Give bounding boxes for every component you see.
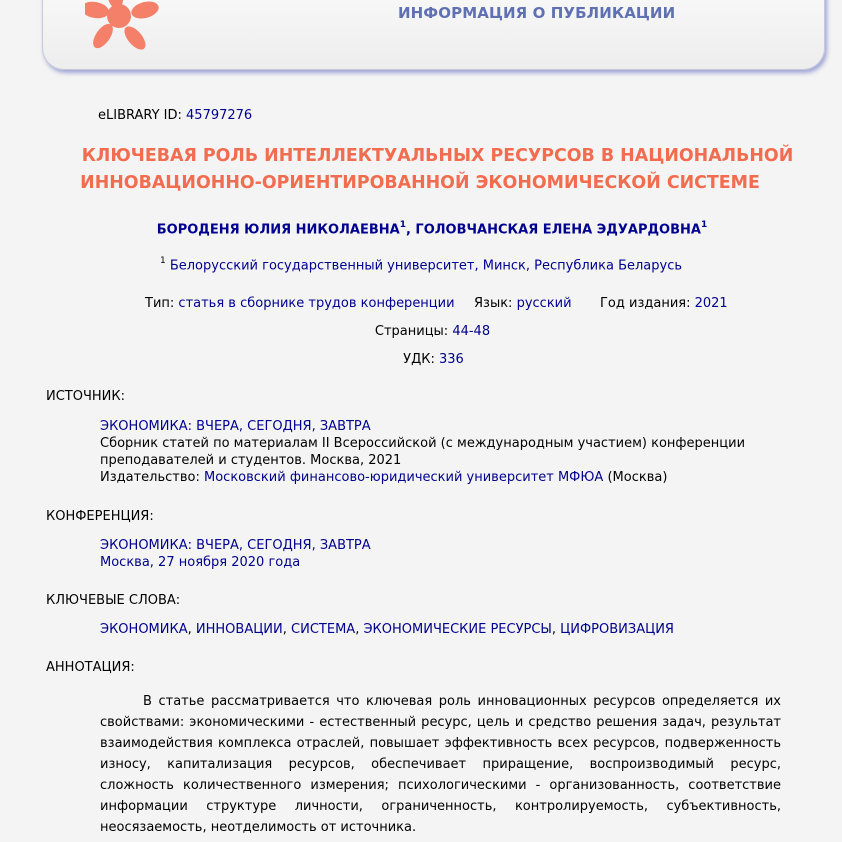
publisher-label: Издательство: [100,470,200,485]
affiliation-link[interactable]: Белорусский государственный университет, Минск, Республика Беларусь [169,258,683,274]
author-affiliation-sup: 1 [700,220,708,230]
abstract-heading: АННОТАЦИЯ: [46,660,135,675]
publication-title [0,143,842,197]
keyword-link[interactable]: ЦИФРОВИЗАЦИЯ [560,622,674,637]
author-link[interactable]: БОРОДЕНЯ ЮЛИЯ НИКОЛАЕВНА [156,222,400,238]
udk-row [0,352,842,367]
title-line-2: ИННОВАЦИОННО-ОРИЕНТИРОВАННОЙ ЭКОНОМИЧЕСКОЙ СИСТЕМЕ [80,173,760,193]
header-panel [42,0,825,70]
udk-label: УДК: [403,352,435,367]
type-value: статья в сборнике трудов конференции [178,296,455,311]
publisher-row [100,469,745,486]
keywords-list: ЭКОНОМИКА, ИННОВАЦИИ, СИСТЕМА, ЭКОНОМИЧЕСКИЕ РЕСУРСЫ, ЦИФРОВИЗАЦИЯ [100,622,674,637]
affiliation-row [0,257,842,273]
author-link[interactable]: ГОЛОВЧАНСКАЯ ЕЛЕНА ЭДУАРДОВНА [415,222,701,238]
elibrary-id-label: eLIBRARY ID: [98,108,182,123]
abstract-text: В статье рассматривается что ключевая роль инновационных ресурсов определяется их свойствами: экономическими - естественный ресурс, цель и средство решения задач, результат взаимодействия комплекса отраслей, повышает эффективность всех ресурсов, подверженность износу, капитализация ресурсов, обеспечивает приращение, воспроизводимый ресурс, сложность количественного измерения; психологическими - организованность, соответствие информации структуре личности, ограниченность, контролируемость, субъективность, неосязаемость, неотделимость от источника. [100,694,781,835]
language-value: русский [516,296,572,311]
source-description-line-1: Сборник статей по материалам II Всероссийской (с международным участием) конференции [100,436,746,451]
page-header-title: ИНФОРМАЦИЯ О ПУБЛИКАЦИИ [398,4,676,22]
udk-value: 336 [439,352,464,367]
conference-block [100,537,371,571]
language-label: Язык: [474,296,513,311]
affiliation-sup: 1 [159,256,166,266]
flower-icon [85,0,175,51]
conference-name-link[interactable]: ЭКОНОМИКА: ВЧЕРА, СЕГОДНЯ, ЗАВТРА [100,538,371,553]
authors-row [0,221,842,237]
publication-type [145,296,455,311]
title-line-1: КЛЮЧЕВАЯ РОЛЬ ИНТЕЛЛЕКТУАЛЬНЫХ РЕСУРСОВ В НАЦИОНАЛЬНОЙ [81,146,794,166]
source-block [100,418,745,486]
pages-row [0,324,842,339]
publisher-city: (Москва) [607,470,668,485]
keywords-heading: КЛЮЧЕВЫЕ СЛОВА: [46,593,181,608]
source-name-link[interactable]: ЭКОНОМИКА: ВЧЕРА, СЕГОДНЯ, ЗАВТРА [100,419,371,434]
year-label: Год издания: [600,296,691,311]
source-description-line-2: преподавателей и студентов. Москва, 2021 [100,453,402,468]
author-separator: , [405,222,416,238]
source-heading: ИСТОЧНИК: [46,389,125,404]
publisher-link[interactable]: Московский финансово-юридический университет МФЮА [204,470,604,485]
elibrary-id-value[interactable]: 45797276 [186,108,253,123]
pages-value: 44-48 [452,324,491,339]
publication-language [474,296,572,311]
year-value: 2021 [694,296,728,311]
conference-place-date: Москва, 27 ноября 2020 года [100,555,301,570]
keyword-link[interactable]: СИСТЕМА [291,622,356,637]
conference-heading: КОНФЕРЕНЦИЯ: [46,509,154,524]
keyword-link[interactable]: ЭКОНОМИКА [100,622,188,637]
type-label: Тип: [145,296,175,311]
keyword-link[interactable]: ИННОВАЦИИ [195,622,283,637]
pages-label: Страницы: [374,324,449,339]
publication-year [600,296,728,311]
keyword-link[interactable]: ЭКОНОМИЧЕСКИЕ РЕСУРСЫ [363,622,552,637]
elibrary-id-row [98,108,252,123]
author-affiliation-sup: 1 [399,220,406,230]
